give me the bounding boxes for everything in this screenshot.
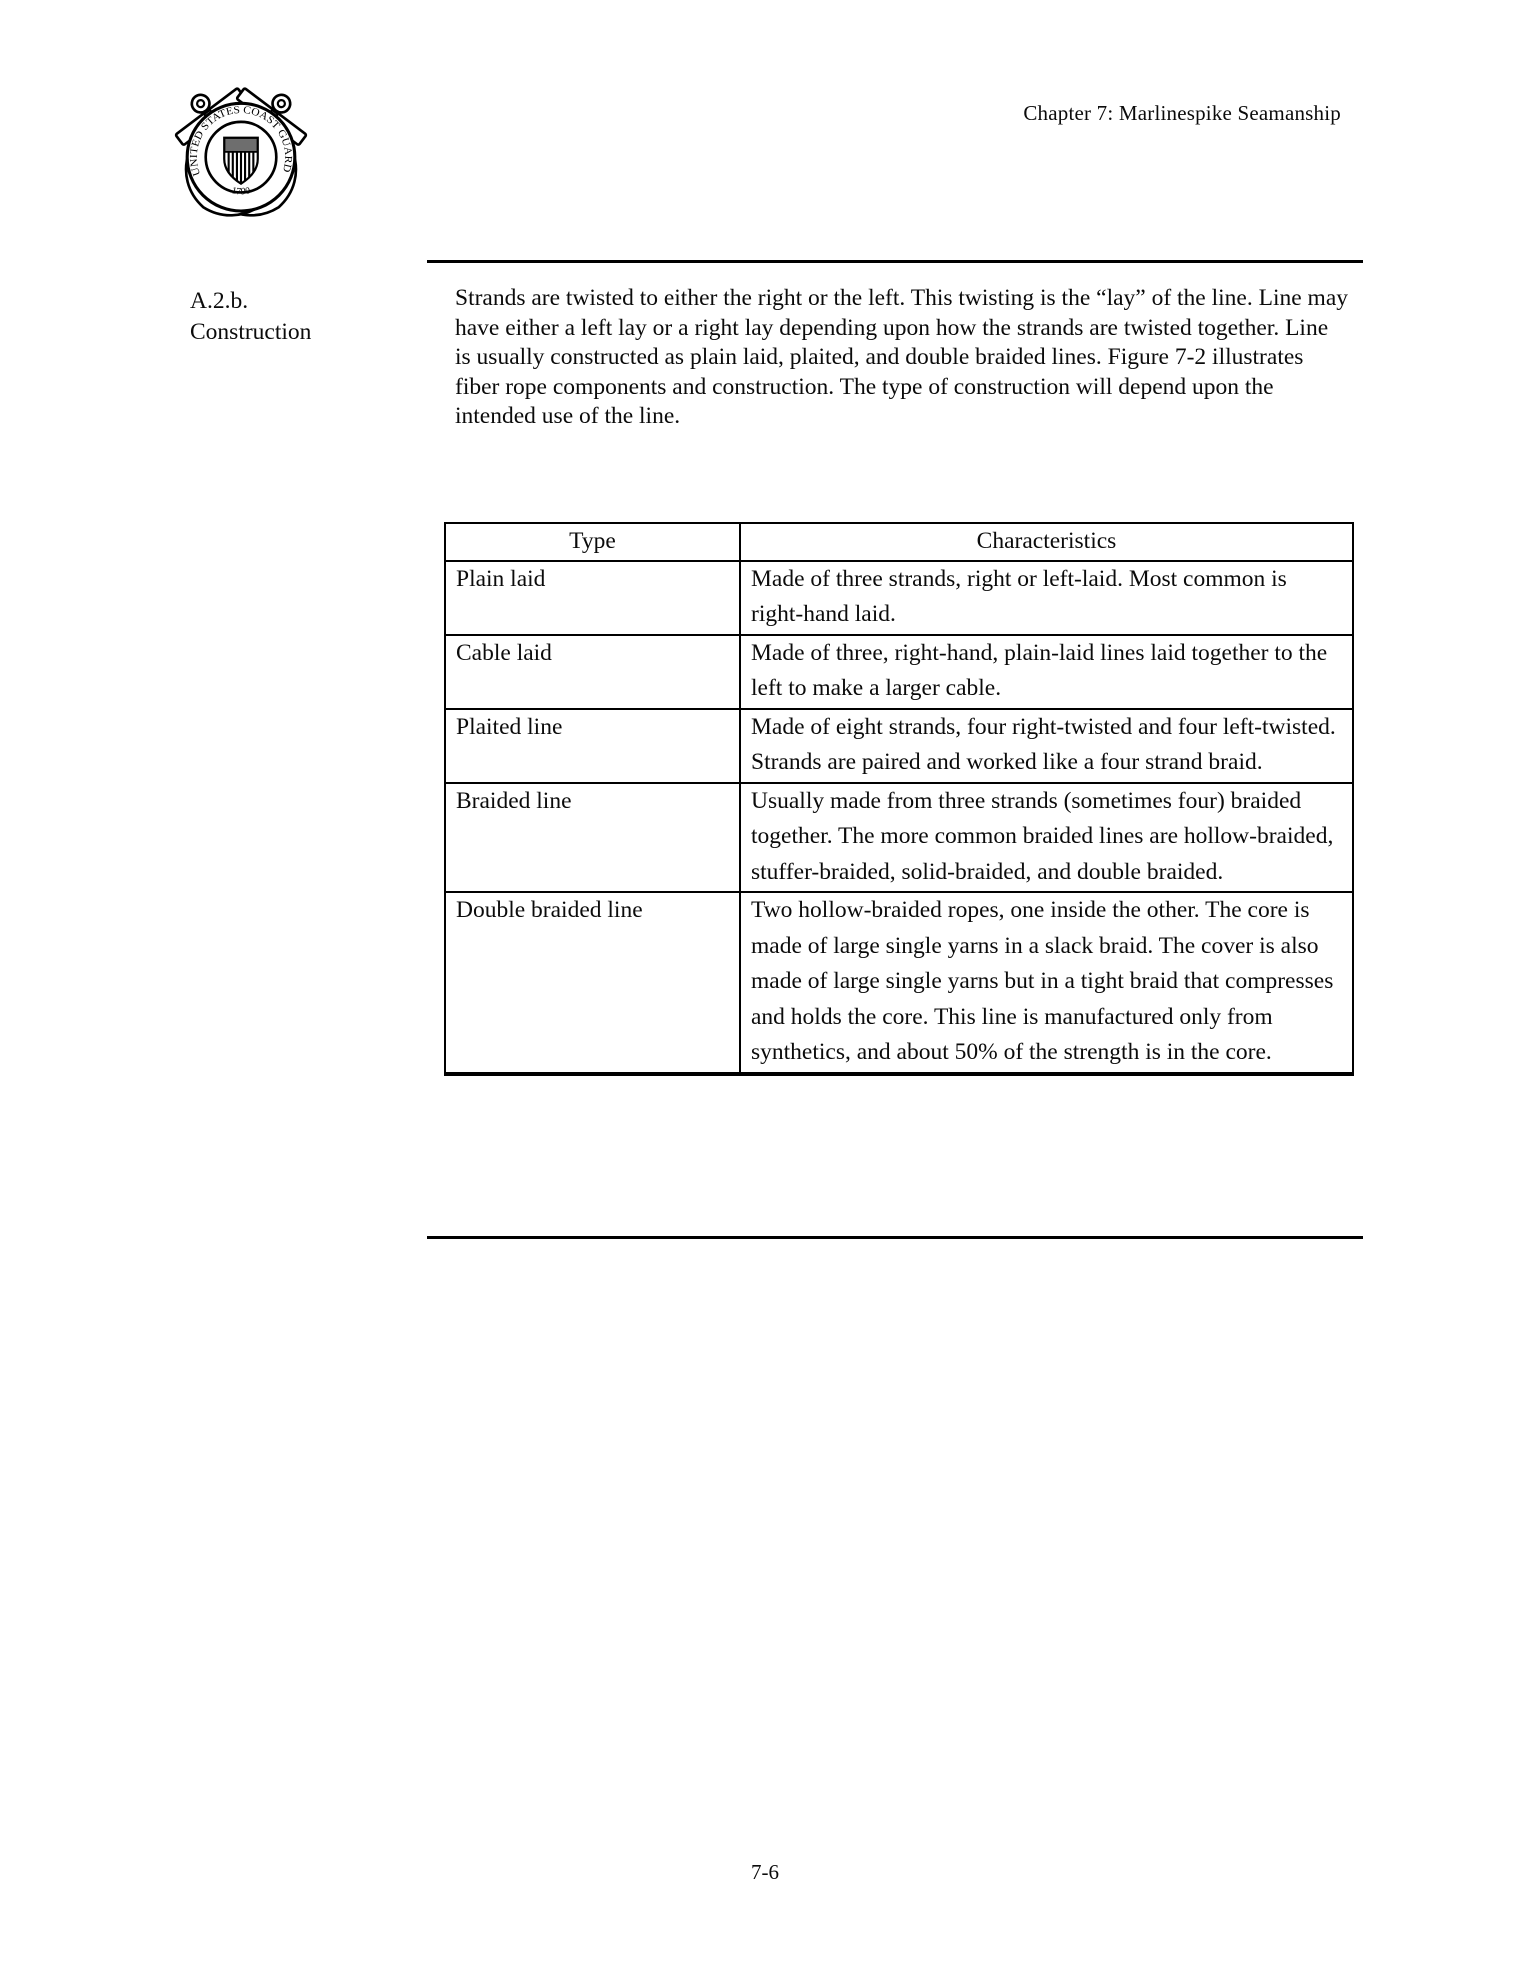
table-row bbox=[445, 635, 1353, 709]
cell-characteristics: Usually made from three strands (sometimes four) braided together. The more common braided lines are hollow-braided, stuffer-braided, solid-braided, and double braided. bbox=[740, 783, 1353, 893]
cell-characteristics: Made of three, right-hand, plain-laid lines laid together to the left to make a larger cable. bbox=[740, 635, 1353, 709]
table-header-characteristics: Characteristics bbox=[740, 523, 1353, 561]
section-label bbox=[190, 286, 311, 348]
table-row bbox=[445, 783, 1353, 893]
table-row bbox=[445, 709, 1353, 783]
cell-type: Plain laid bbox=[445, 561, 740, 635]
cell-characteristics: Two hollow-braided ropes, one inside the other. The core is made of large single yarns in a slack braid. The cover is also made of large single yarns but in a tight braid that compresses and holds the core. This line is manufactured only from synthetics, and about 50% of the strength is in the core. bbox=[740, 892, 1353, 1074]
seal-ring-text: UNITED STATES COAST GUARD bbox=[188, 104, 294, 178]
line-types-table bbox=[444, 522, 1354, 1076]
top-rule bbox=[427, 260, 1363, 263]
cell-characteristics: Made of eight strands, four right-twisted and four left-twisted. Strands are paired and worked like a four strand braid. bbox=[740, 709, 1353, 783]
cell-type: Plaited line bbox=[445, 709, 740, 783]
cell-characteristics: Made of three strands, right or left-laid. Most common is right-hand laid. bbox=[740, 561, 1353, 635]
cell-type: Braided line bbox=[445, 783, 740, 893]
section-number: A.2.b. bbox=[190, 288, 249, 314]
chapter-header: Chapter 7: Marlinespike Seamanship bbox=[1023, 101, 1341, 125]
cell-type: Double braided line bbox=[445, 892, 740, 1074]
table-row bbox=[445, 561, 1353, 635]
seal-year-text: 1790 bbox=[230, 185, 252, 198]
cell-type: Cable laid bbox=[445, 635, 740, 709]
bottom-rule bbox=[427, 1236, 1363, 1239]
table-row bbox=[445, 892, 1353, 1074]
table-header-row bbox=[445, 523, 1353, 561]
section-body-paragraph: Strands are twisted to either the right or the left. This twisting is the “lay” of the line. Line may have either a left lay or a right lay depending upon how the strands are twisted together. Line is usually constructed as plain laid, plaited, and double braided lines. Figure 7-2 illustrates fiber rope components and construction. The type of construction will depend upon the intended use of the line. bbox=[455, 285, 1348, 430]
line-types-table-body bbox=[445, 561, 1353, 1074]
uscg-seal-logo bbox=[152, 76, 330, 226]
page-number: 7-6 bbox=[751, 1860, 779, 1884]
table-header-type: Type bbox=[445, 523, 740, 561]
section-title: Construction bbox=[190, 319, 312, 345]
